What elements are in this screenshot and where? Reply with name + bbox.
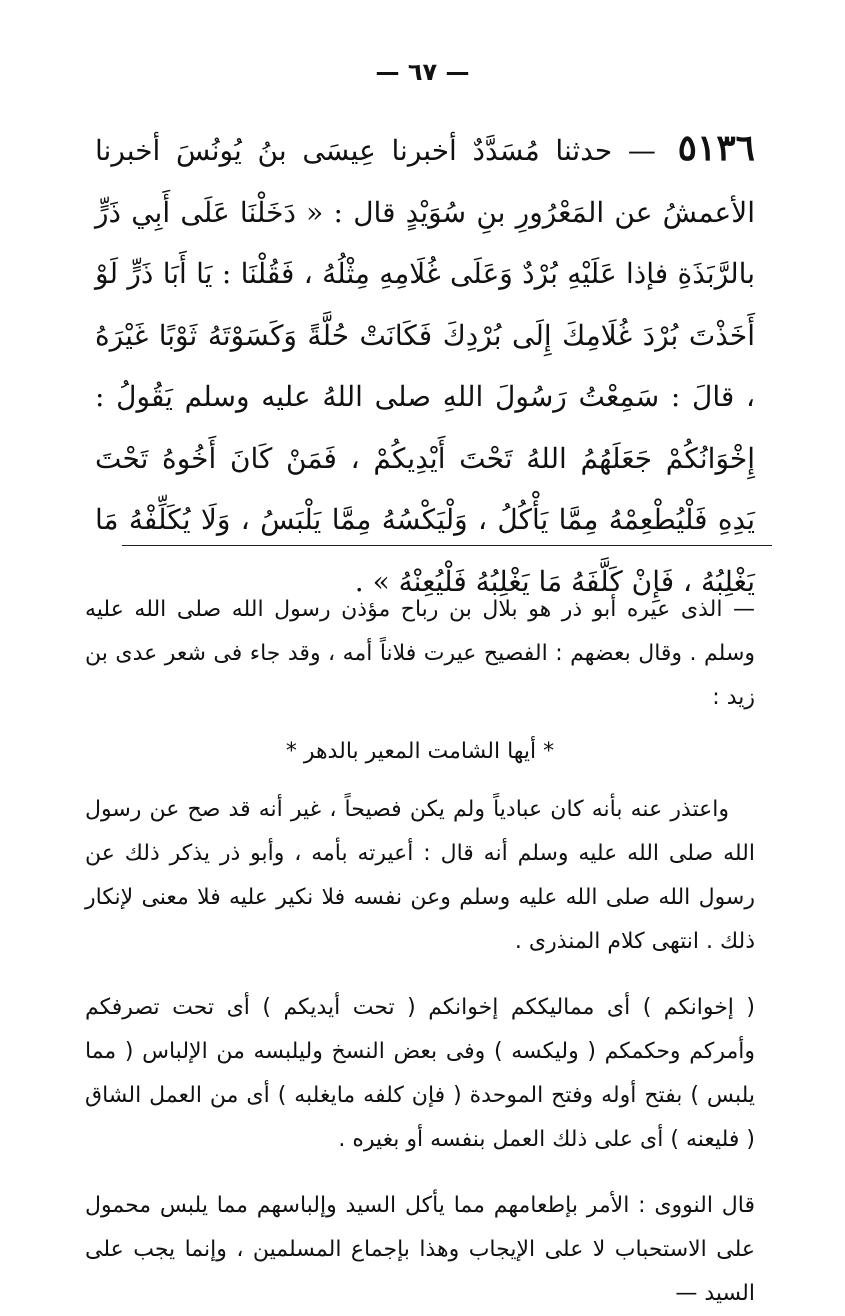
- commentary-paragraph-1: — الذى عيره أبو ذر هو بلال بن رباح مؤذن رسول الله صلى الله عليه وسلم . وقال بعضهم : الفصيح عيرت فلاناً أمه ، وقد جاء فى شعر عدى بن زيد :: [85, 597, 755, 710]
- hadith-number: ٥١٣٦: [677, 127, 755, 169]
- hadith-block: [95, 118, 755, 612]
- commentary-block: [85, 588, 755, 1316]
- commentary-paragraph-3: ( إخوانكم ) أى مماليككم إخوانكم ( تحت أيديكم ) أى تحت تصرفكم وأمركم وحكمكم ( وليكسه ) وفى بعض النسخ وليلبسه من الإلباس ( مما يلبس ) بفتح أوله وفتح الموحدة ( فإن كلفه مايغلبه ) أى من العمل الشاق ( فليعنه ) أى على ذلك العمل بنفسه أو بغيره .: [85, 995, 755, 1152]
- commentary-paragraph-4: قال النووى : الأمر بإطعامهم مما يأكل السيد وإلباسهم مما يلبس محمول على الاستحباب لا على الإيجاب وهذا بإجماع المسلمين ، وإنما يجب على السيد —: [85, 1193, 755, 1306]
- footnote-divider: [122, 545, 772, 546]
- page-number: — ٦٧ —: [375, 58, 470, 86]
- hadith-text: — حدثنا مُسَدَّدٌ أخبرنا عِيسَى بنُ يُونُسَ أخبرنا الأعمشُ عن المَعْرُورِ بنِ سُوَيْدٍ قال : « دَخَلْنَا عَلَى أَبِي ذَرٍّ بالرَّبَذَةِ فإذا عَلَيْهِ بُرْدٌ وَعَلَى غُلَامِهِ مِثْلُهُ ، فَقُلْنَا : يَا أَبَا ذَرٍّ لَوْ أَخَذْتَ بُرْدَ غُلَامِكَ إِلَى بُرْدِكَ فَكَانَتْ حُلَّةً وَكَسَوْتَهُ ثَوْبًا غَيْرَهُ ، قالَ : سَمِعْتُ رَسُولَ اللهِ صلى اللهُ عليه وسلم يَقُولُ : إِخْوَانُكُمْ جَعَلَهُمُ اللهُ تَحْتَ أَيْدِيكُمْ ، فَمَنْ كَانَ أَخُوهُ تَحْتَ يَدِهِ فَلْيُطْعِمْهُ مِمَّا يَأْكُلُ ، وَلْيَكْسُهُ مِمَّا يَلْبَسُ ، وَلَا يُكَلِّفْهُ مَا يَغْلِبُهُ ، فَإِنْ كَلَّفَهُ مَا يَغْلِبُهُ فَلْيُعِنْهُ » .: [95, 134, 755, 598]
- poetry-verse: * أيها الشامت المعير بالدهر *: [285, 739, 555, 764]
- commentary-paragraph-2: واعتذر عنه بأنه كان عبادياً ولم يكن فصيحاً ، غير أنه قد صح عن رسول الله صلى الله عليه وسلم أنه قال : أعيرته بأمه ، وأبو ذر يذكر ذلك عن رسول الله صلى الله عليه وسلم وعن نفسه فلا نكير عليه فلا معنى لإنكار ذلك . انتهى كلام المنذرى .: [85, 797, 755, 954]
